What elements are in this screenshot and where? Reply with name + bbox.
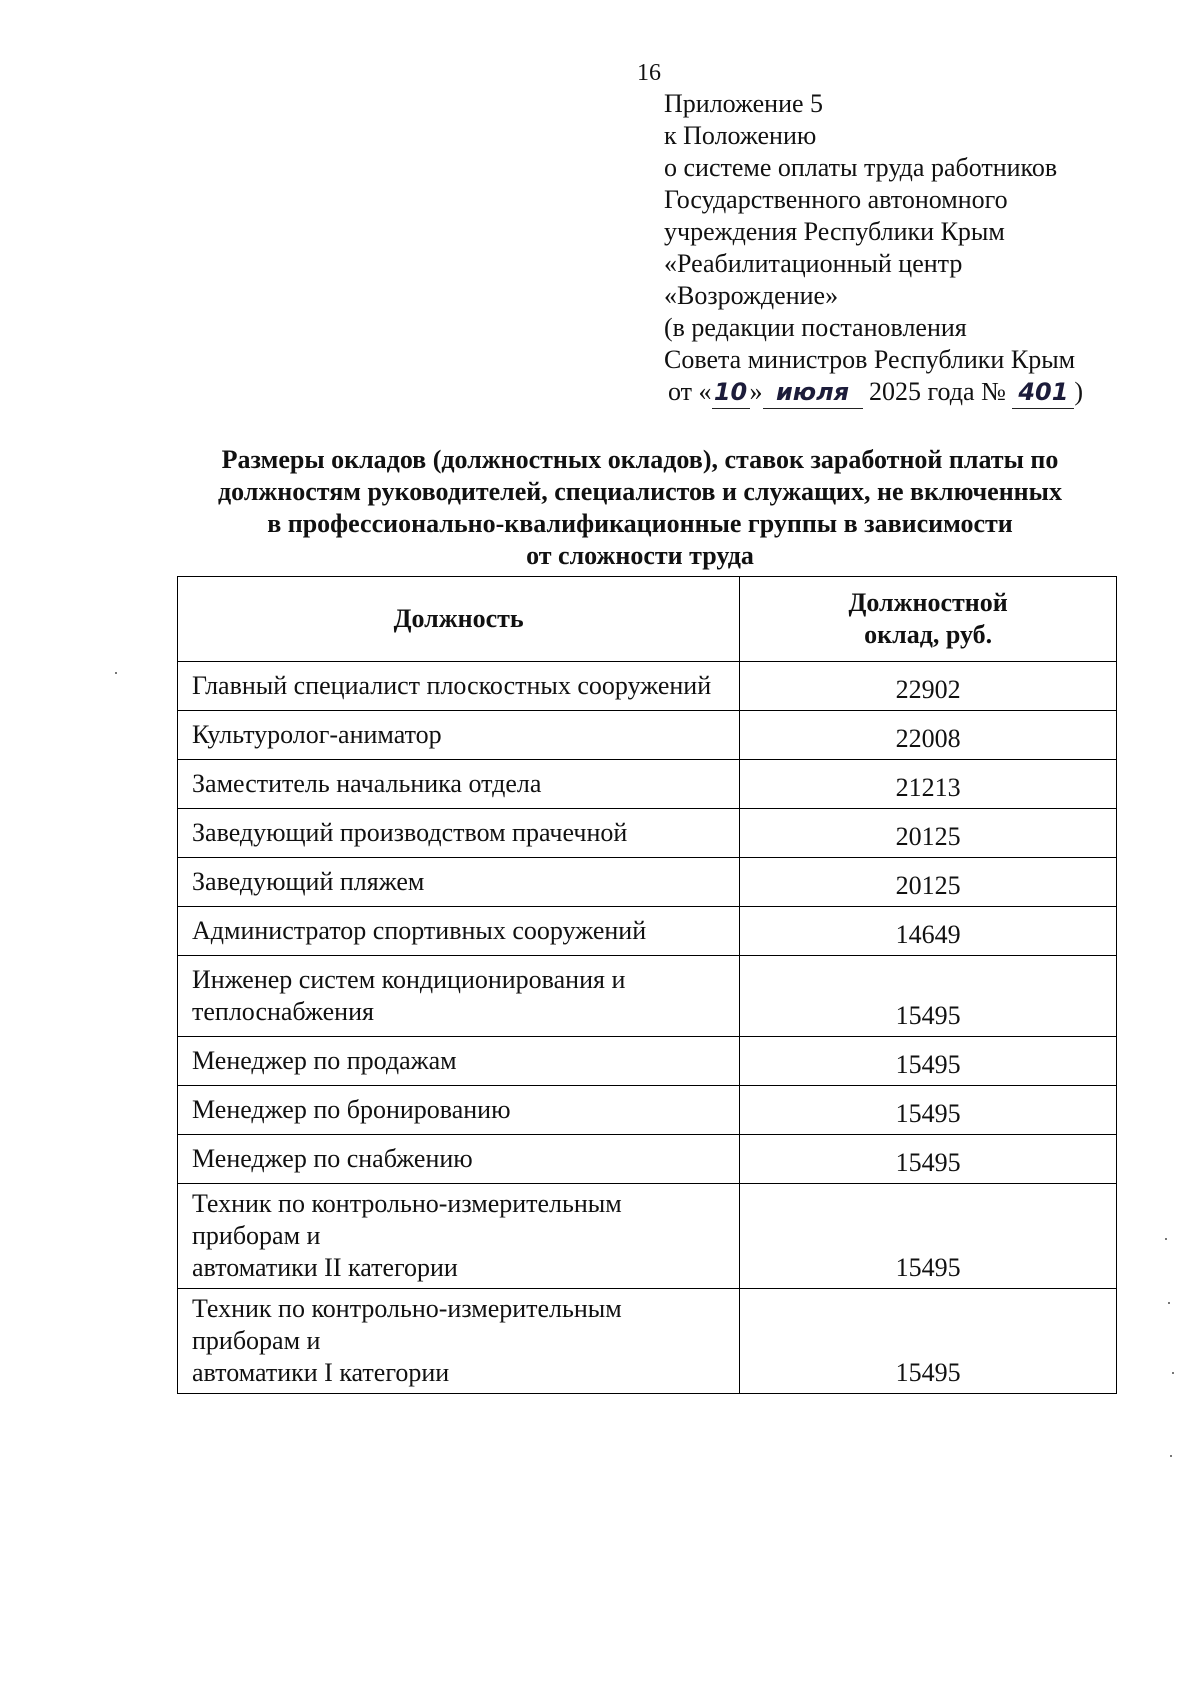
salary-cell: 14649	[740, 907, 1117, 956]
appendix-line: о системе оплаты труда работников	[664, 153, 1058, 182]
position-cell	[178, 1184, 740, 1289]
header-salary-line: оклад, руб.	[864, 620, 993, 649]
date-suffix: )	[1074, 377, 1084, 406]
appendix-line: к Положению	[664, 121, 817, 150]
appendix-line: учреждения Республики Крым	[664, 217, 1005, 246]
date-middle: »	[749, 377, 763, 406]
table-row	[178, 858, 1117, 907]
salary-cell: 15495	[740, 1037, 1117, 1086]
table-row	[178, 809, 1117, 858]
table-row	[178, 1184, 1117, 1289]
position-cell	[178, 956, 740, 1037]
position-cell: Менеджер по снабжению	[178, 1135, 740, 1184]
salary-cell: 15495	[740, 1086, 1117, 1135]
position-line: автоматики I категории	[192, 1358, 450, 1387]
handwritten-day: 10	[712, 376, 750, 409]
table-row	[178, 760, 1117, 809]
table-row	[178, 662, 1117, 711]
salary-cell: 22008	[740, 711, 1117, 760]
scan-speck	[1170, 1455, 1172, 1457]
table-row	[178, 1135, 1117, 1184]
table-row	[178, 956, 1117, 1037]
position-cell: Заведующий производством прачечной	[178, 809, 740, 858]
appendix-line: Приложение 5	[664, 89, 824, 118]
scan-speck	[1168, 1302, 1170, 1304]
position-cell: Заместитель начальника отдела	[178, 760, 740, 809]
header-position: Должность	[178, 577, 740, 662]
salary-cell: 22902	[740, 662, 1117, 711]
table-row	[178, 1289, 1117, 1394]
title-line: должностям руководителей, специалистов и служащих, не включенных	[218, 477, 1062, 506]
handwritten-month: июля	[763, 376, 863, 409]
date-prefix: от «	[668, 377, 712, 406]
position-cell	[178, 1289, 740, 1394]
table-row	[178, 907, 1117, 956]
title-line: в профессионально-квалификационные группы в зависимости	[267, 509, 1013, 538]
position-cell: Главный специалист плоскостных сооружений	[178, 662, 740, 711]
position-line: автоматики II категории	[192, 1253, 458, 1282]
salary-cell: 20125	[740, 809, 1117, 858]
page-number: 16	[637, 60, 661, 86]
table-row	[178, 1037, 1117, 1086]
salary-cell: 20125	[740, 858, 1117, 907]
table-row	[178, 1086, 1117, 1135]
handwritten-resolution-number: 401	[1012, 376, 1074, 409]
header-salary	[740, 577, 1117, 662]
appendix-line: «Реабилитационный центр	[664, 249, 963, 278]
scan-speck	[115, 672, 117, 674]
appendix-line: Совета министров Республики Крым	[664, 345, 1076, 374]
salary-cell: 15495	[740, 1289, 1117, 1394]
salary-cell: 21213	[740, 760, 1117, 809]
salary-cell: 15495	[740, 1184, 1117, 1289]
title-line: от сложности труда	[526, 541, 754, 570]
salary-table	[177, 576, 1117, 1394]
position-cell: Менеджер по бронированию	[178, 1086, 740, 1135]
title-line: Размеры окладов (должностных окладов), ставок заработной платы по	[221, 445, 1059, 474]
appendix-line: «Возрождение»	[664, 281, 839, 310]
date-year-text: 2025 года №	[869, 377, 1006, 406]
scan-speck	[1165, 1238, 1167, 1240]
position-cell: Заведующий пляжем	[178, 858, 740, 907]
position-line: Инженер систем кондиционирования и	[192, 965, 626, 994]
position-cell: Администратор спортивных сооружений	[178, 907, 740, 956]
appendix-line: Государственного автономного	[664, 185, 1008, 214]
position-line: теплоснабжения	[192, 997, 374, 1026]
header-salary-line: Должностной	[848, 588, 1008, 617]
appendix-header	[664, 88, 1134, 409]
table-row	[178, 711, 1117, 760]
table-header-row	[178, 577, 1117, 662]
appendix-line: (в редакции постановления	[664, 313, 967, 342]
position-line: Техник по контрольно-измерительным приборам и	[192, 1189, 622, 1250]
resolution-date-line	[668, 376, 1134, 409]
position-cell: Менеджер по продажам	[178, 1037, 740, 1086]
salary-cell: 15495	[740, 1135, 1117, 1184]
salary-cell: 15495	[740, 956, 1117, 1037]
document-title	[160, 444, 1120, 572]
scan-speck	[1172, 1372, 1174, 1374]
position-line: Техник по контрольно-измерительным приборам и	[192, 1294, 622, 1355]
position-cell: Культуролог-аниматор	[178, 711, 740, 760]
